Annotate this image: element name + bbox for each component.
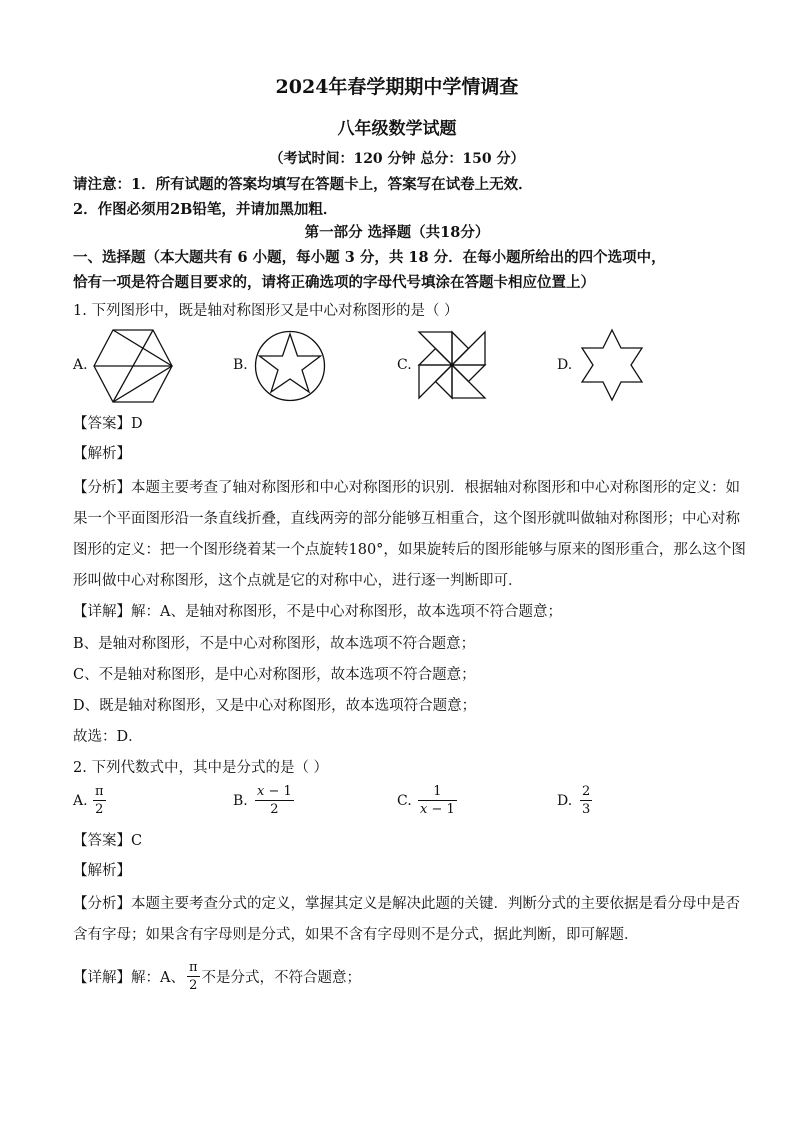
- q2-stem: 2. 下列代数式中，其中是分式的是（ ）: [73, 760, 329, 776]
- q1-option-a-label: A.: [73, 357, 88, 373]
- variable-x: x: [420, 802, 428, 817]
- part-heading: 第一部分 选择题（共18分）: [304, 224, 490, 241]
- hexagon-with-triangle-icon: [92, 328, 174, 404]
- q1-detail-line-3: C、不是轴对称图形，是中心对称图形，故本选项不符合题意；: [73, 667, 476, 683]
- q1-analysis-line-2: 果一个平面图形沿一条直线折叠，直线两旁的部分能够互相重合，这个图形就叫做轴对称图形；中心对称: [73, 511, 740, 527]
- variable-x: x: [257, 784, 265, 799]
- note-line-2: 2．作图必须用2B铅笔，并请加黑加粗．: [73, 201, 338, 218]
- note-line-1: 请注意：1．所有试题的答案均填写在答题卡上，答案写在试卷上无效．: [73, 176, 533, 193]
- q1-answer: 【答案】D: [73, 416, 143, 432]
- q1-analysis-line-4: 形叫做中心对称图形，这个点就是它的对称中心，进行逐一判断即可．: [73, 573, 523, 589]
- q2-option-b-fraction: [255, 784, 294, 817]
- star-in-circle-icon: [254, 330, 326, 402]
- section-instructions-1: 一、选择题（本大题共有 6 小题，每小题 3 分，共 18 分．在每小题所给出的四个选项中，: [73, 249, 666, 266]
- q2-option-c-fraction: [418, 784, 457, 817]
- q2-analysis-label: 【解析】: [73, 863, 131, 879]
- fraction-denominator: [418, 801, 457, 817]
- exam-info: （考试时间：120 分钟 总分：150 分）: [269, 151, 525, 167]
- q1-analysis-line-1: 【分析】本题主要考查了轴对称图形和中心对称图形的识别．根据轴对称图形和中心对称图形的定义：如: [73, 480, 740, 496]
- q2-analysis-line-2: 含有字母；如果含有字母则是分式，如果不含有字母则不是分式，据此判断，即可解题．: [73, 927, 639, 943]
- q1-option-b-label: B.: [233, 357, 248, 373]
- fraction-numerator: 1: [433, 784, 442, 799]
- pinwheel-icon: [417, 330, 487, 400]
- fraction-denominator: 2: [95, 802, 104, 817]
- fraction-numerator: π: [188, 960, 198, 975]
- fraction-denominator: 3: [582, 802, 591, 817]
- fraction-denominator: 2: [270, 802, 279, 817]
- q2-option-d-fraction: [580, 784, 592, 817]
- q1-stem: 1. 下列图形中，既是轴对称图形又是中心对称图形的是（ ）: [73, 303, 459, 319]
- detail-prefix: 【详解】解：A、: [73, 970, 185, 986]
- q2-option-a-label: A.: [73, 793, 88, 809]
- exam-subtitle: 八年级数学试题: [337, 119, 457, 139]
- detail-suffix: 不是分式，不符合题意；: [201, 970, 362, 986]
- q1-option-c-label: C.: [397, 357, 412, 373]
- q2-answer: 【答案】C: [73, 833, 143, 849]
- q1-conclusion: 故选：D．: [73, 729, 143, 745]
- q2-detail-line-1: [73, 960, 361, 993]
- q1-analysis-line-3: 图形的定义：把一个图形绕着某一个点旋转180°，如果旋转后的图形能够与原来的图形重合，那么这个图: [73, 542, 746, 558]
- q1-detail-line-4: D、既是轴对称图形，又是中心对称图形，故本选项符合题意；: [73, 698, 477, 714]
- section-instructions-2: 恰有一项是符合题目要求的，请将正确选项的字母代号填涂在答题卡相应位置上）: [73, 274, 595, 291]
- detail-fraction: [187, 960, 200, 993]
- q2-option-a-fraction: [93, 784, 106, 817]
- q2-analysis-line-1: 【分析】本题主要考查分式的定义，掌握其定义是解决此题的关键．判断分式的主要依据是看分母中是否: [73, 896, 740, 912]
- fraction-numerator: [255, 784, 294, 800]
- q2-option-c-label: C.: [397, 793, 412, 809]
- fraction-numerator: 2: [582, 784, 591, 799]
- denominator-rest: − 1: [427, 802, 455, 817]
- q2-option-d-label: D.: [557, 793, 573, 809]
- numerator-rest: − 1: [264, 784, 292, 799]
- fraction-denominator: 2: [189, 978, 198, 993]
- q1-detail-line-1: 【详解】解：A、是轴对称图形，不是中心对称图形，故本选项不符合题意；: [73, 604, 562, 620]
- q1-detail-line-2: B、是轴对称图形，不是中心对称图形，故本选项不符合题意；: [73, 636, 476, 652]
- q1-analysis-label: 【解析】: [73, 446, 131, 462]
- fraction-numerator: π: [95, 784, 104, 799]
- six-pointed-star-icon: [579, 328, 645, 402]
- q2-option-b-label: B.: [233, 793, 248, 809]
- exam-title: 2024年春学期期中学情调查: [275, 76, 519, 98]
- q1-option-d-label: D.: [557, 357, 573, 373]
